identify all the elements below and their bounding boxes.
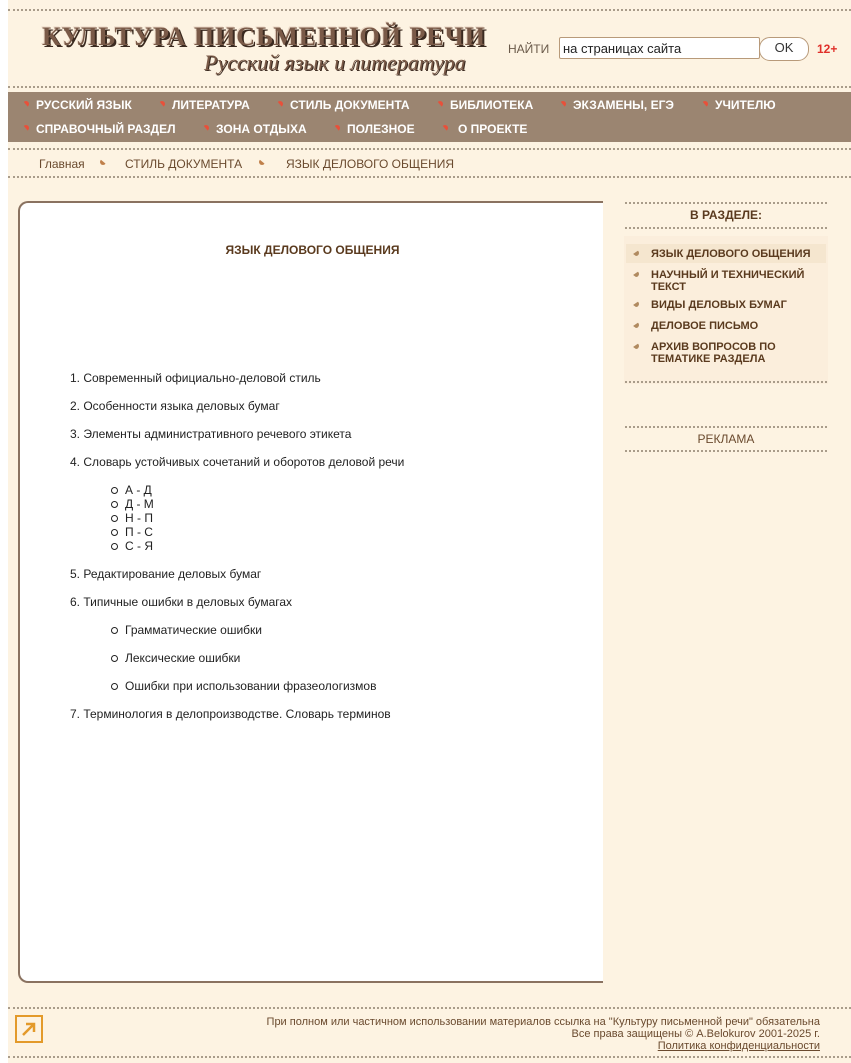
sidebar-menu — [624, 236, 828, 384]
nav-bullet-icon — [437, 101, 447, 107]
search-input[interactable] — [559, 37, 760, 59]
toc-sublink[interactable]: Ошибки при использовании фразеологизмов — [125, 679, 377, 693]
nav-item-russian[interactable] — [23, 98, 132, 112]
nav-item-leisure[interactable] — [203, 122, 307, 136]
divider — [8, 86, 851, 88]
toc-sublink[interactable]: Лексические ошибки — [125, 651, 241, 665]
divider — [8, 148, 851, 150]
nav-bullet-icon — [203, 125, 213, 131]
toc-link[interactable]: 5. Редактирование деловых бумаг — [70, 567, 262, 581]
divider — [8, 1056, 851, 1058]
nav-item-exams[interactable] — [560, 98, 674, 112]
nav-item-document-style[interactable] — [277, 98, 410, 112]
ads-heading: РЕКЛАМА — [697, 432, 755, 446]
footer-rights: Все права защищены © A.Belokurov 2001-2025 г. — [571, 1028, 820, 1040]
external-link-icon[interactable] — [15, 1015, 43, 1043]
nav-bullet-icon — [277, 101, 287, 107]
nav-item-about[interactable] — [442, 122, 527, 136]
main-navigation — [8, 92, 851, 142]
breadcrumb-home[interactable]: Главная — [39, 157, 85, 171]
toc-sublink[interactable]: П - С — [125, 525, 153, 539]
divider — [625, 426, 827, 428]
sidebar-item-label: ВИДЫ ДЕЛОВЫХ БУМАГ — [651, 299, 787, 311]
arrow-left-icon — [633, 343, 639, 351]
sidebar-item-business-language[interactable] — [651, 248, 821, 260]
nav-item-label: ЗОНА ОТДЫХА — [216, 122, 307, 136]
privacy-policy-link[interactable]: Политика конфиденциальности — [657, 1040, 820, 1052]
nav-item-label: РУССКИЙ ЯЗЫК — [36, 98, 132, 112]
breadcrumb-current: ЯЗЫК ДЕЛОВОГО ОБЩЕНИЯ — [286, 157, 455, 171]
divider — [8, 176, 851, 178]
divider — [625, 450, 827, 452]
toc-link[interactable]: 4. Словарь устойчивых сочетаний и оборотов деловой речи — [70, 455, 405, 469]
toc-link[interactable]: 2. Особенности языка деловых бумаг — [70, 399, 280, 413]
nav-bullet-icon — [334, 125, 344, 131]
age-rating-badge: 12+ — [817, 42, 838, 56]
nav-item-reference[interactable] — [23, 122, 176, 136]
breadcrumb-arrow-icon — [259, 159, 265, 169]
page-title: ЯЗЫК ДЕЛОВОГО ОБЩЕНИЯ — [225, 243, 400, 257]
toc-link[interactable]: 1. Современный официально-деловой стиль — [70, 371, 321, 385]
nav-item-useful[interactable] — [334, 122, 415, 136]
nav-item-label: ЛИТЕРАТУРА — [172, 98, 250, 112]
sidebar-item-archive[interactable] — [651, 341, 821, 365]
divider — [8, 9, 851, 11]
toc-link[interactable]: 6. Типичные ошибки в деловых бумагах — [70, 595, 293, 609]
sidebar-item-label: НАУЧНЫЙ И ТЕХНИЧЕСКИЙ ТЕКСТ — [651, 269, 805, 293]
page — [8, 0, 851, 1063]
toc-sublink[interactable]: Д - М — [125, 497, 154, 511]
footer-copyright-notice: При полном или частичном использовании материалов ссылка на "Культуру письменной речи" обязательна — [266, 1016, 820, 1028]
nav-item-teacher[interactable] — [702, 98, 776, 112]
nav-item-literature[interactable] — [159, 98, 250, 112]
sidebar-item-label: АРХИВ ВОПРОСОВ ПО ТЕМАТИКЕ РАЗДЕЛА — [651, 341, 776, 365]
site-logo[interactable] — [42, 22, 487, 78]
nav-bullet-icon — [442, 125, 452, 131]
toc-sublink[interactable]: Грамматические ошибки — [125, 623, 262, 637]
nav-item-label: О ПРОЕКТЕ — [458, 122, 528, 136]
divider — [625, 227, 827, 229]
nav-bullet-icon — [560, 101, 570, 107]
search-label: НАЙТИ — [508, 42, 550, 56]
divider — [625, 202, 827, 204]
breadcrumb-section[interactable]: СТИЛЬ ДОКУМЕНТА — [125, 157, 243, 171]
arrow-left-icon — [633, 301, 639, 309]
breadcrumb-arrow-icon — [100, 159, 106, 169]
toc-link[interactable]: 7. Терминология в делопроизводстве. Словарь терминов — [70, 707, 391, 721]
toc-sublink[interactable]: Н - П — [125, 511, 153, 525]
divider — [8, 1007, 851, 1009]
sidebar-item-document-types[interactable] — [651, 299, 821, 311]
nav-item-label: ЭКЗАМЕНЫ, ЕГЭ — [573, 98, 674, 112]
divider — [625, 381, 827, 383]
nav-bullet-icon — [23, 101, 33, 107]
nav-item-label: СТИЛЬ ДОКУМЕНТА — [290, 98, 410, 112]
arrow-left-icon — [633, 250, 639, 258]
arrow-left-icon — [633, 271, 639, 279]
logo-subtitle: Русский язык и литература — [204, 50, 466, 75]
nav-bullet-icon — [702, 101, 712, 107]
sidebar-heading: В РАЗДЕЛЕ: — [689, 208, 763, 222]
nav-item-label: ПОЛЕЗНОЕ — [347, 122, 415, 136]
sidebar-item-label: ДЕЛОВОЕ ПИСЬМО — [651, 320, 759, 332]
nav-item-label: УЧИТЕЛЮ — [715, 98, 776, 112]
search-button[interactable]: OK — [759, 37, 809, 61]
nav-item-label: СПРАВОЧНЫЙ РАЗДЕЛ — [36, 122, 176, 136]
logo-title: КУЛЬТУРА ПИСЬМЕННОЙ РЕЧИ — [42, 22, 487, 51]
sidebar-item-label: ЯЗЫК ДЕЛОВОГО ОБЩЕНИЯ — [651, 248, 811, 260]
nav-item-label: БИБЛИОТЕКА — [450, 98, 534, 112]
nav-bullet-icon — [159, 101, 169, 107]
nav-item-library[interactable] — [437, 98, 533, 112]
sidebar-item-business-letter[interactable] — [651, 320, 821, 332]
toc-sublink[interactable]: А - Д — [125, 483, 152, 497]
toc-link[interactable]: 3. Элементы административного речевого этикета — [70, 427, 352, 441]
nav-bullet-icon — [23, 125, 33, 131]
arrow-left-icon — [633, 322, 639, 330]
content-panel — [18, 201, 603, 983]
sidebar-item-scientific-text[interactable] — [651, 269, 821, 293]
toc-sublink[interactable]: С - Я — [125, 539, 153, 553]
